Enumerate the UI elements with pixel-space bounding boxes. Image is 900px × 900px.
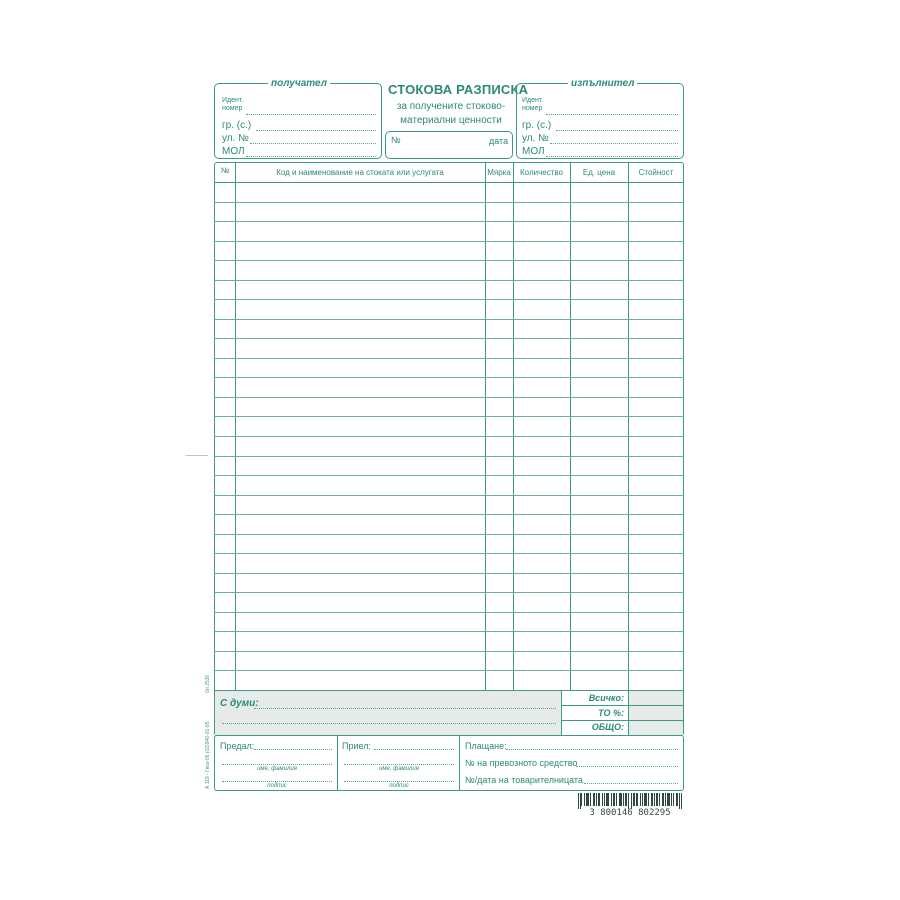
form-subtitle-2: материални ценности xyxy=(400,115,502,126)
handed-sign-caption: подпис xyxy=(267,783,287,789)
footer-divider-1 xyxy=(337,735,338,791)
table-row[interactable] xyxy=(214,495,684,496)
received-line[interactable] xyxy=(374,749,454,750)
table-row[interactable] xyxy=(214,456,684,457)
in-words-line-1[interactable] xyxy=(254,708,556,709)
table-row[interactable] xyxy=(214,534,684,535)
table-row[interactable] xyxy=(214,358,684,359)
recipient-street-label: ул. № xyxy=(222,133,249,144)
handed-label: Предал: xyxy=(220,741,255,751)
executor-mol-label: МОЛ xyxy=(522,146,545,157)
executor-id-line[interactable] xyxy=(546,114,678,115)
handed-sign-line[interactable] xyxy=(222,781,332,782)
executor-number-label: номер xyxy=(522,105,543,112)
table-row[interactable] xyxy=(214,319,684,320)
recipient-mol-line[interactable] xyxy=(246,156,376,157)
table-row[interactable] xyxy=(214,202,684,203)
table-row[interactable] xyxy=(214,299,684,300)
recipient-mol-label: МОЛ xyxy=(222,146,245,157)
footer-divider-2 xyxy=(459,735,460,791)
grand-total-value[interactable] xyxy=(629,721,683,735)
handed-name-caption: име, фамилия xyxy=(257,766,297,772)
vat-label: ТО %: xyxy=(598,708,624,718)
side-print-code: А 119 - Гвоз-05 (02)946-01-95 xyxy=(205,721,211,789)
col-header-quantity: Количество xyxy=(520,168,563,177)
recipient-street-line[interactable] xyxy=(250,143,376,144)
recipient-city-line[interactable] xyxy=(256,130,376,131)
table-row[interactable] xyxy=(214,612,684,613)
received-label: Приел: xyxy=(342,741,371,751)
executor-street-line[interactable] xyxy=(550,143,678,144)
executor-id-label: Идент. xyxy=(522,97,544,104)
executor-mol-line[interactable] xyxy=(546,156,678,157)
vat-value[interactable] xyxy=(629,706,683,720)
table-row[interactable] xyxy=(214,631,684,632)
form-title: СТОКОВА РАЗПИСКА xyxy=(388,82,529,97)
executor-city-label: гр. (с.) xyxy=(522,120,552,131)
recipient-id-label: Идент. xyxy=(222,97,244,104)
table-row[interactable] xyxy=(214,514,684,515)
table-row[interactable] xyxy=(214,436,684,437)
table-row[interactable] xyxy=(214,553,684,554)
table-row[interactable] xyxy=(214,651,684,652)
waybill-label: №/дата на товарителницата xyxy=(465,775,583,785)
received-sign-caption: подпис xyxy=(389,783,409,789)
table-row[interactable] xyxy=(214,241,684,242)
side-print-year: 0л 2536 xyxy=(205,674,211,693)
table-row[interactable] xyxy=(214,280,684,281)
number-label: № xyxy=(391,135,401,145)
vehicle-line[interactable] xyxy=(576,766,678,767)
total-label: Всичко: xyxy=(588,693,624,703)
in-words-label: С думи: xyxy=(220,698,259,709)
handed-name-line[interactable] xyxy=(222,764,332,765)
barcode-digits: 3 800146 802295 xyxy=(589,808,671,818)
total-value[interactable] xyxy=(629,691,683,705)
words-area[interactable] xyxy=(215,691,561,735)
received-sign-line[interactable] xyxy=(344,781,454,782)
form-subtitle-1: за получените стоково- xyxy=(396,101,506,112)
table-row[interactable] xyxy=(214,338,684,339)
recipient-title: получател xyxy=(268,79,330,89)
recipient-id-line[interactable] xyxy=(246,114,376,115)
payment-line[interactable] xyxy=(506,749,678,750)
in-words-line-2[interactable] xyxy=(222,723,556,724)
col-header-unit: Мярка xyxy=(487,168,511,177)
table-row[interactable] xyxy=(214,260,684,261)
executor-street-label: ул. № xyxy=(522,133,549,144)
payment-label: Плащане: xyxy=(465,741,507,751)
table-row[interactable] xyxy=(214,592,684,593)
received-name-line[interactable] xyxy=(344,764,454,765)
margin-mark xyxy=(186,455,208,456)
col-divider-price xyxy=(628,162,629,736)
col-header-unit-price: Ед. цена xyxy=(582,168,616,177)
executor-city-line[interactable] xyxy=(556,130,678,131)
col-header-number: № xyxy=(220,166,230,175)
vehicle-label: № на превозното средство xyxy=(465,758,578,768)
barcode-icon xyxy=(578,793,682,809)
executor-title: изпълнител xyxy=(568,79,637,89)
table-row[interactable] xyxy=(214,670,684,671)
waybill-line[interactable] xyxy=(584,783,678,784)
recipient-number-label: номер xyxy=(222,105,243,112)
table-row[interactable] xyxy=(214,416,684,417)
table-row[interactable] xyxy=(214,377,684,378)
grand-total-label: ОБЩО: xyxy=(591,722,624,732)
col-header-name: Код и наименование на стоката или услугата xyxy=(276,168,444,177)
col-header-value: Стойност xyxy=(638,168,674,177)
table-row[interactable] xyxy=(214,573,684,574)
items-table xyxy=(214,162,684,736)
received-name-caption: име, фамилия xyxy=(379,766,419,772)
table-row[interactable] xyxy=(214,221,684,222)
recipient-city-label: гр. (с.) xyxy=(222,120,252,131)
table-row[interactable] xyxy=(214,475,684,476)
date-label: дата xyxy=(489,136,509,146)
table-row[interactable] xyxy=(214,397,684,398)
header-divider xyxy=(214,182,684,183)
handed-line[interactable] xyxy=(254,749,332,750)
